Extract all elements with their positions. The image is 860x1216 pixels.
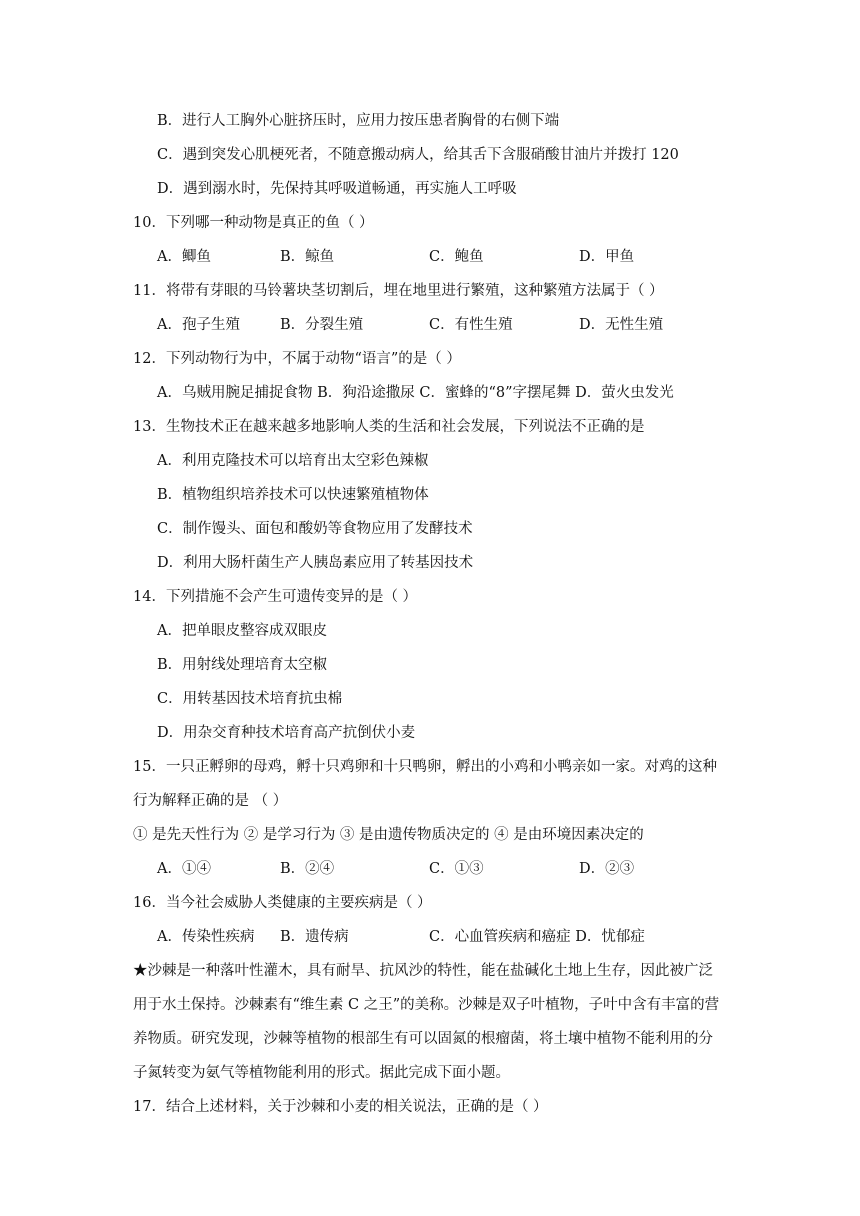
- q13-option-b: B．植物组织培养技术可以快速繁殖植物体: [157, 487, 429, 503]
- q15-stem-line1: 15．一只正孵卵的母鸡，孵十只鸡卵和十只鸭卵，孵出的小鸡和小鸭亲如一家。对鸡的这种: [133, 759, 717, 775]
- q10-option-b: B．鲸鱼: [280, 249, 335, 265]
- q9-option-d: D．遇到溺水时，先保持其呼吸道畅通，再实施人工呼吸: [157, 181, 517, 197]
- q11-option-a: A．孢子生殖: [157, 317, 240, 333]
- q14-option-c: C．用转基因技术培育抗虫棉: [157, 691, 343, 707]
- q15-stem-line2: 行为解释正确的是 （ ）: [133, 793, 288, 809]
- q13-option-d: D．利用大肠杆菌生产人胰岛素应用了转基因技术: [157, 555, 474, 571]
- q16-option-c-d: C．心血管疾病和癌症 D．忧郁症: [429, 929, 645, 945]
- q14-stem: 14．下列措施不会产生可遗传变异的是（ ）: [133, 589, 418, 605]
- q14-option-d: D．用杂交育种技术培育高产抗倒伏小麦: [157, 725, 416, 741]
- q15-option-a: A．①④: [157, 861, 211, 877]
- passage-line-4: 子氮转变为氨气等植物能利用的形式。据此完成下面小题。: [133, 1065, 510, 1081]
- q13-option-a: A．利用克隆技术可以培育出太空彩色辣椒: [157, 453, 429, 469]
- q10-option-d: D．甲鱼: [579, 249, 635, 265]
- q16-option-a: A．传染性疾病: [157, 929, 255, 945]
- q9-option-c: C．遇到突发心肌梗死者，不随意搬动病人，给其舌下含服硝酸甘油片并拨打 120: [157, 147, 679, 163]
- q14-option-a: A．把单眼皮整容成双眼皮: [157, 623, 327, 639]
- q16-option-b: B．遗传病: [280, 929, 349, 945]
- q9-option-b: B．进行人工胸外心脏挤压时，应用力按压患者胸骨的右侧下端: [157, 113, 560, 129]
- q11-option-d: D．无性生殖: [579, 317, 664, 333]
- q15-option-b: B．②④: [280, 861, 335, 877]
- q13-option-c: C．制作馒头、面包和酸奶等食物应用了发酵技术: [157, 521, 473, 537]
- q15-option-d: D．②③: [579, 861, 635, 877]
- q11-stem: 11．将带有芽眼的马铃薯块茎切割后，埋在地里进行繁殖，这种繁殖方法属于（ ）: [133, 283, 664, 299]
- passage-line-3: 养物质。研究发现，沙棘等植物的根部生有可以固氮的根瘤菌，将土壤中植物不能利用的分: [133, 1031, 713, 1047]
- q15-statements: ① 是先天性行为 ② 是学习行为 ③ 是由遗传物质决定的 ④ 是由环境因素决定的: [133, 827, 644, 843]
- q13-stem: 13．生物技术正在越来越多地影响人类的生活和社会发展，下列说法不正确的是: [133, 419, 645, 435]
- passage-line-2: 用于水土保持。沙棘素有“维生素 C 之王”的美称。沙棘是双子叶植物，子叶中含有丰富的营: [133, 997, 720, 1013]
- q11-option-c: C．有性生殖: [429, 317, 513, 333]
- q12-stem: 12．下列动物行为中，不属于动物“语言”的是（ ）: [133, 351, 461, 367]
- q10-option-c: C．鲍鱼: [429, 249, 484, 265]
- q11-option-b: B．分裂生殖: [280, 317, 364, 333]
- q12-options: A．乌贼用腕足捕捉食物 B．狗沿途撒尿 C．蜜蜂的“8”字摆尾舞 D．萤火虫发光: [157, 385, 674, 401]
- q17-stem: 17．结合上述材料，关于沙棘和小麦的相关说法，正确的是（ ）: [133, 1099, 548, 1115]
- q16-stem: 16．当今社会威胁人类健康的主要疾病是（ ）: [133, 895, 432, 911]
- q10-stem: 10．下列哪一种动物是真正的鱼（ ）: [133, 215, 374, 231]
- passage-line-1: ★沙棘是一种落叶性灌木，具有耐旱、抗风沙的特性，能在盐碱化土地上生存，因此被广泛: [133, 963, 713, 979]
- q15-option-c: C．①③: [429, 861, 484, 877]
- q10-option-a: A．鲫鱼: [157, 249, 211, 265]
- q14-option-b: B．用射线处理培育太空椒: [157, 657, 328, 673]
